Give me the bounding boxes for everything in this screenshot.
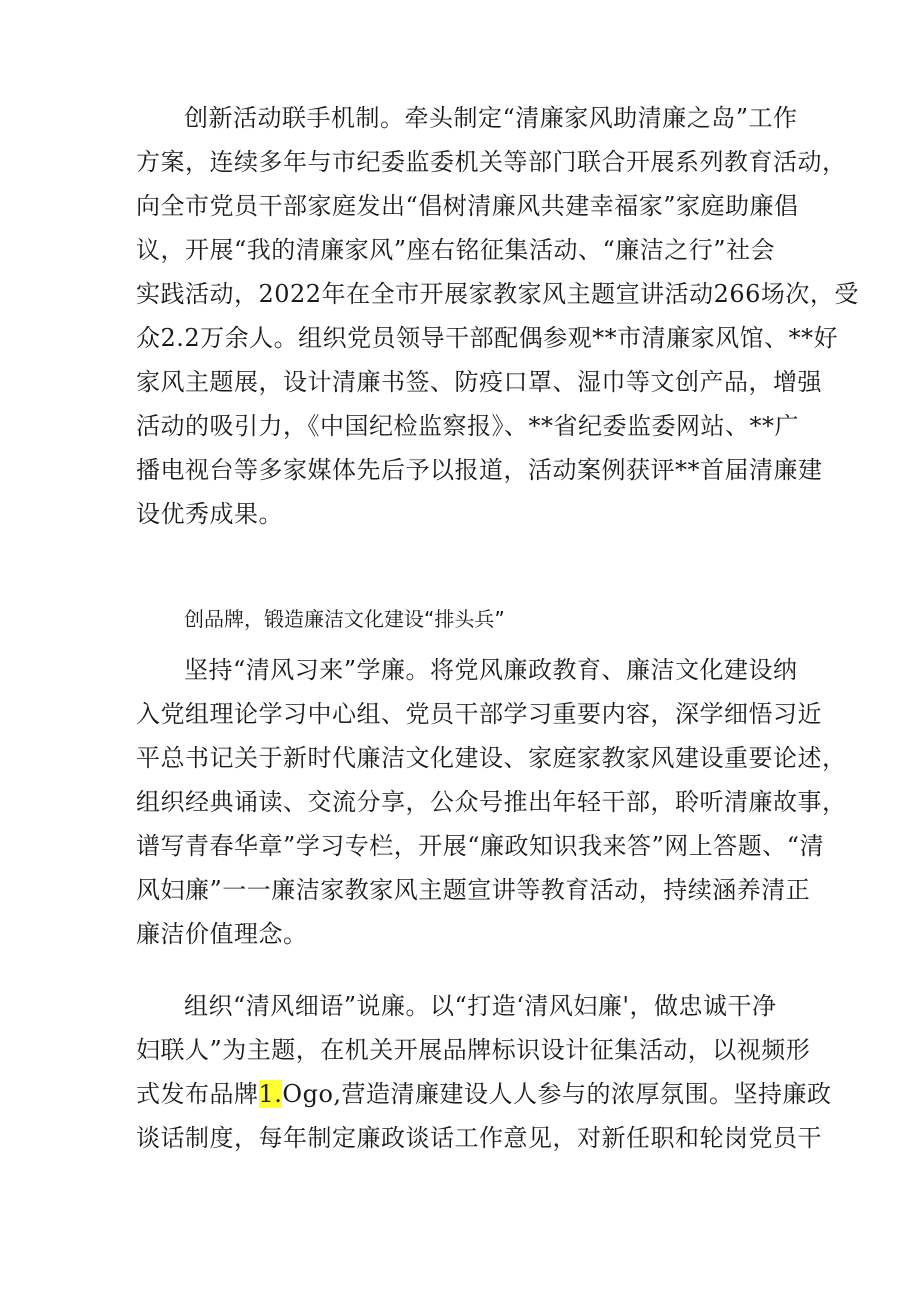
- highlighted-text: 1.: [258, 1080, 283, 1108]
- paragraph-line: 众2.2万余人。组织党员领导干部配偶参观**市清廉家风馆、**好: [136, 324, 839, 352]
- paragraph-line: 议，开展“我的清廉家风”座右铭征集活动、“廉洁之行”社会: [136, 236, 776, 264]
- paragraph-line: 家风主题展，设计清廉书签、防疫口罩、湿巾等文创产品，增强: [136, 368, 822, 396]
- paragraph-line: 方案，连续多年与市纪委监委机关等部门联合开展系列教育活动，: [136, 148, 847, 176]
- paragraph-line: 风妇廉”一一廉洁家教家风主题宣讲等教育活动，持续涵养清正: [136, 876, 811, 904]
- paragraph-line: 谈话制度，每年制定廉政谈话工作意见，对新任职和轮岗党员干: [136, 1124, 822, 1152]
- paragraph-line: 坚持“清风习来”学廉。将党风廉政教育、廉洁文化建设纳: [184, 656, 798, 684]
- paragraph-line: 廉洁价值理念。: [136, 920, 308, 948]
- paragraph-line: 设优秀成果。: [136, 500, 283, 528]
- paragraph-line: 活动的吸引力，《中国纪检监察报》、**省纪委监委网站、**广: [136, 412, 799, 440]
- paragraph-talk: [136, 984, 832, 1160]
- paragraph-line: 妇联人”为主题，在机关开展品牌标识设计征集活动，以视频形: [136, 1036, 811, 1064]
- paragraph-line: 入党组理论学习中心组、党员干部学习重要内容，深学细悟习近: [136, 700, 822, 728]
- paragraph-line: 向全市党员干部家庭发出“倡树清廉风共建幸福家”家庭助廉倡: [136, 192, 799, 220]
- paragraph-line: [136, 1072, 832, 1116]
- paragraph-line: 组织经典诵读、交流分享，公众号推出年轻干部，聆听清廉故事，: [136, 788, 847, 816]
- paragraph-line: 实践活动，2022年在全市开展家教家风主题宣讲活动266场次，受: [136, 280, 859, 308]
- text-run: Ogo,营造清廉建设人人参与的浓厚氛围。坚持廉政: [282, 1080, 832, 1108]
- text-run: 式发布品牌: [136, 1080, 259, 1108]
- paragraph-line: 组织“清风细语”说廉。以“打造‘清风妇廉'，做忠诚干净: [184, 992, 777, 1020]
- paragraph-innovation: [136, 96, 859, 536]
- section-heading: 创品牌，锻造廉洁文化建设“排头兵”: [184, 607, 505, 631]
- paragraph-line: 创新活动联手机制。牵头制定“清廉家风助清廉之岛”工作: [184, 104, 798, 132]
- paragraph-study: [136, 648, 847, 956]
- paragraph-line: 播电视台等多家媒体先后予以报道，活动案例获评**首届清廉建: [136, 456, 823, 484]
- paragraph-line: 谱写青春华章”学习专栏，开展“廉政知识我来答”网上答题、“清: [136, 832, 825, 860]
- paragraph-line: 平总书记关于新时代廉洁文化建设、家庭家教家风建设重要论述，: [136, 744, 847, 772]
